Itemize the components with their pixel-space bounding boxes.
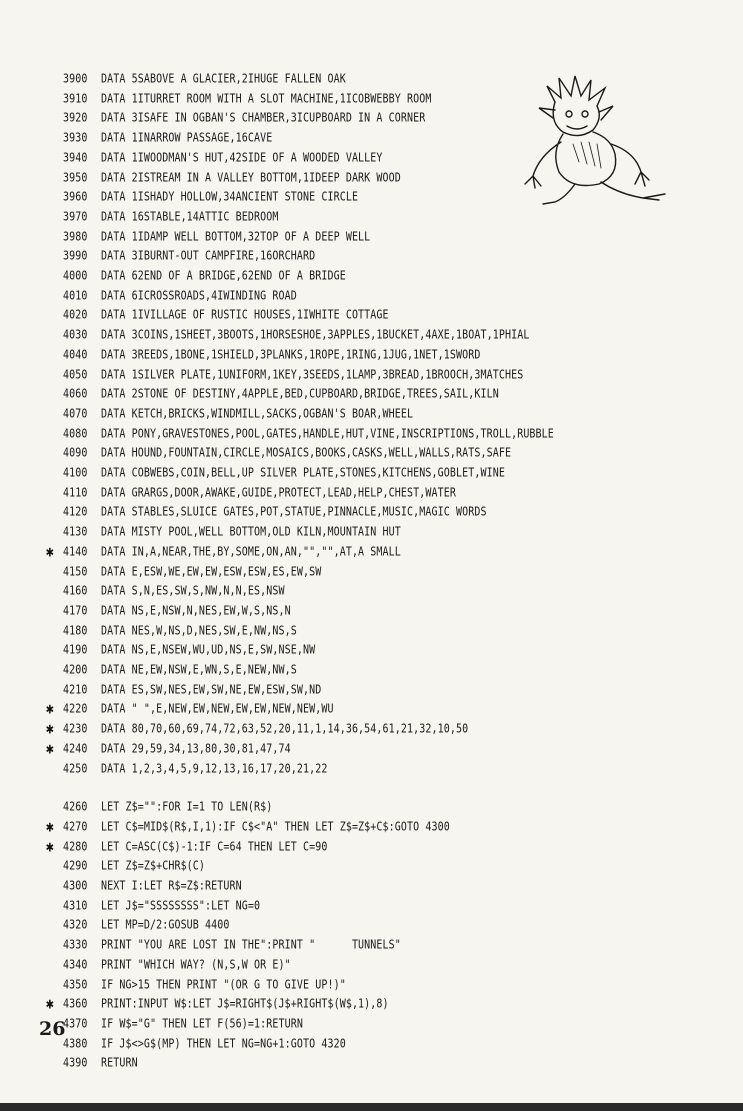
line-number: 4070	[63, 407, 88, 421]
code-statement: DATA 16STABLE,14ATTIC BEDROOM	[101, 210, 279, 224]
code-statement: DATA HOUND,FOUNTAIN,CIRCLE,MOSAICS,BOOKS,CASKS,WELL,WALLS,RATS,SAFE	[101, 447, 512, 461]
line-number: 4350	[63, 978, 88, 992]
line-number: 4050	[63, 368, 88, 382]
code-statement: DATA 1ITURRET ROOM WITH A SLOT MACHINE,1ICOBWEBBY ROOM	[101, 92, 432, 106]
line-number: 3980	[63, 230, 88, 244]
code-statement: DATA 1INARROW PASSAGE,16CAVE	[101, 131, 273, 146]
line-number: 4330	[63, 938, 88, 953]
code-statement: DATA 1SILVER PLATE,1UNIFORM,1KEY,3SEEDS,1LAMP,3BREAD,1BROOCH,3MATCHES	[101, 368, 524, 382]
line-number: 4360	[63, 998, 88, 1012]
line-number: 4110	[63, 486, 88, 500]
line-number: 3990	[63, 250, 88, 264]
code-statement: DATA MISTY POOL,WELL BOTTOM,OLD KILN,MOUNTAIN HUT	[101, 525, 401, 540]
line-number: 4180	[63, 624, 88, 638]
line-number: 3910	[63, 92, 88, 106]
star-marker-icon: ✱	[46, 720, 54, 739]
code-statement: IF W$="G" THEN LET F(56)=1:RETURN	[101, 1017, 303, 1031]
code-statement: IF J$<>G$(MP) THEN LET NG=NG+1:GOTO 4320	[101, 1037, 346, 1051]
code-statement: DATA E,ESW,WE,EW,EW,ESW,ESW,ES,EW,SW	[101, 565, 322, 579]
code-statement: DATA " ",E,NEW,EW,NEW,EW,EW,NEW,NEW,WU	[101, 703, 334, 717]
code-statement: DATA KETCH,BRICKS,WINDMILL,SACKS,OGBAN'S BOAR,WHEEL	[101, 407, 414, 421]
code-statement: DATA 1ISHADY HOLLOW,34ANCIENT STONE CIRCLE	[101, 191, 359, 205]
code-statement: PRINT "WHICH WAY? (N,S,W OR E)"	[101, 958, 291, 972]
code-statement: DATA 2ISTREAM IN A VALLEY BOTTOM,1IDEEP DARK WOOD	[101, 171, 401, 185]
line-number: 4370	[63, 1017, 88, 1031]
line-number: 4100	[63, 466, 88, 481]
code-statement: DATA 5SABOVE A GLACIER,2IHUGE FALLEN OAK	[101, 72, 346, 87]
line-number: 4020	[63, 309, 88, 323]
code-statement: LET J$="SSSSSSSS":LET NG=0	[101, 899, 261, 913]
line-number: 4300	[63, 879, 88, 894]
code-statement: DATA 1IWOODMAN'S HUT,42SIDE OF A WOODED VALLEY	[101, 151, 383, 165]
code-statement: DATA PONY,GRAVESTONES,POOL,GATES,HANDLE,HUT,VINE,INSCRIPTIONS,TROLL,RUBBLE	[101, 427, 554, 441]
star-marker-icon: ✱	[46, 818, 54, 837]
scan-edge	[0, 1103, 743, 1111]
code-statement: NEXT I:LET R$=Z$:RETURN	[101, 879, 242, 894]
line-number: 4340	[63, 958, 88, 972]
page-number: 26	[39, 1018, 66, 1040]
code-statement: PRINT:INPUT W$:LET J$=RIGHT$(J$+RIGHT$(W$,1),8)	[101, 998, 389, 1012]
line-number: 3920	[63, 112, 88, 126]
line-number: 4090	[63, 447, 88, 461]
code-statement: LET Z$="":FOR I=1 TO LEN(R$)	[101, 801, 273, 815]
line-number: 4080	[63, 427, 88, 441]
star-marker-icon: ✱	[46, 838, 54, 857]
code-statement: DATA S,N,ES,SW,S,NW,N,N,ES,NSW	[101, 585, 285, 599]
code-statement: DATA NS,E,NSW,N,NES,EW,W,S,NS,N	[101, 604, 291, 618]
line-number: 3900	[63, 72, 88, 87]
code-statement: DATA GRARGS,DOOR,AWAKE,GUIDE,PROTECT,LEAD,HELP,CHEST,WATER	[101, 486, 456, 500]
line-number: 4120	[63, 506, 88, 520]
line-number: 4390	[63, 1057, 88, 1071]
code-statement: DATA 1IVILLAGE OF RUSTIC HOUSES,1IWHITE COTTAGE	[101, 309, 389, 323]
line-number: 4140	[63, 545, 88, 559]
code-statement: DATA 62END OF A BRIDGE,62END OF A BRIDGE	[101, 269, 346, 284]
code-statement: DATA 3REEDS,1BONE,1SHIELD,3PLANKS,1ROPE,1RING,1JUG,1NET,1SWORD	[101, 348, 481, 362]
code-statement: DATA 80,70,60,69,74,72,63,52,20,11,1,14,36,54,61,21,32,10,50	[101, 722, 469, 737]
code-statement: DATA 1IDAMP WELL BOTTOM,32TOP OF A DEEP WELL	[101, 230, 371, 244]
line-number: 4240	[63, 742, 88, 756]
line-number: 4320	[63, 919, 88, 933]
line-number: 4280	[63, 840, 88, 854]
line-number: 4150	[63, 565, 88, 579]
line-number: 4000	[63, 269, 88, 284]
line-number: 4270	[63, 820, 88, 834]
line-number: 4160	[63, 585, 88, 599]
code-statement: DATA IN,A,NEAR,THE,BY,SOME,ON,AN,"","",AT,A SMALL	[101, 545, 401, 559]
line-number: 3970	[63, 210, 88, 224]
line-number: 3950	[63, 171, 88, 185]
code-statement: DATA NE,EW,NSW,E,WN,S,E,NEW,NW,S	[101, 663, 297, 678]
code-statement: DATA COBWEBS,COIN,BELL,UP SILVER PLATE,STONES,KITCHENS,GOBLET,WINE	[101, 466, 505, 481]
line-number: 4250	[63, 762, 88, 776]
line-number: 4200	[63, 663, 88, 678]
star-marker-icon: ✱	[46, 995, 54, 1014]
code-statement: DATA 3ISAFE IN OGBAN'S CHAMBER,3ICUPBOARD IN A CORNER	[101, 112, 426, 126]
code-statement: PRINT "YOU ARE LOST IN THE":PRINT " TUNNELS"	[101, 938, 401, 953]
code-statement: LET C=ASC(C$)-1:IF C=64 THEN LET C=90	[101, 840, 328, 854]
line-number: 3940	[63, 151, 88, 165]
line-number: 4260	[63, 801, 88, 815]
line-number: 4220	[63, 703, 88, 717]
line-number: 4290	[63, 860, 88, 874]
code-statement: LET Z$=Z$+CHR$(C)	[101, 860, 206, 874]
line-number: 3930	[63, 131, 88, 146]
code-statement: DATA 6ICROSSROADS,4IWINDING ROAD	[101, 289, 297, 303]
line-number: 4040	[63, 348, 88, 362]
line-number: 4030	[63, 328, 88, 343]
code-statement: DATA 3IBURNT-OUT CAMPFIRE,16ORCHARD	[101, 250, 316, 264]
code-statement: DATA STABLES,SLUICE GATES,POT,STATUE,PINNACLE,MUSIC,MAGIC WORDS	[101, 506, 487, 520]
code-statement: DATA 1,2,3,4,5,9,12,13,16,17,20,21,22	[101, 762, 328, 776]
line-number: 4230	[63, 722, 88, 737]
line-number: 4210	[63, 683, 88, 697]
code-statement: LET C$=MID$(R$,I,1):IF C$<"A" THEN LET Z$=Z$+C$:GOTO 4300	[101, 820, 450, 834]
code-statement: DATA NS,E,NSEW,WU,UD,NS,E,SW,NSE,NW	[101, 644, 316, 658]
code-statement: LET MP=D/2:GOSUB 4400	[101, 919, 230, 933]
goblin-illustration	[515, 72, 685, 212]
line-number: 4310	[63, 899, 88, 913]
code-statement: DATA 2STONE OF DESTINY,4APPLE,BED,CUPBOARD,BRIDGE,TREES,SAIL,KILN	[101, 388, 499, 402]
line-number: 4060	[63, 388, 88, 402]
line-number: 4380	[63, 1037, 88, 1051]
code-statement: DATA ES,SW,NES,EW,SW,NE,EW,ESW,SW,ND	[101, 683, 322, 697]
code-statement: DATA 29,59,34,13,80,30,81,47,74	[101, 742, 291, 756]
line-number: 3960	[63, 191, 88, 205]
star-marker-icon: ✱	[46, 700, 54, 719]
line-number: 4190	[63, 644, 88, 658]
line-number: 4130	[63, 525, 88, 540]
code-statement: DATA 3COINS,1SHEET,3BOOTS,1HORSESHOE,3APPLES,1BUCKET,4AXE,1BOAT,1PHIAL	[101, 328, 530, 343]
code-statement: IF NG>15 THEN PRINT "(OR G TO GIVE UP!)"	[101, 978, 346, 992]
line-number: 4010	[63, 289, 88, 303]
line-number: 4170	[63, 604, 88, 618]
code-statement: DATA NES,W,NS,D,NES,SW,E,NW,NS,S	[101, 624, 297, 638]
code-statement: RETURN	[101, 1057, 138, 1071]
star-marker-icon: ✱	[46, 740, 54, 759]
star-marker-icon: ✱	[46, 543, 54, 562]
